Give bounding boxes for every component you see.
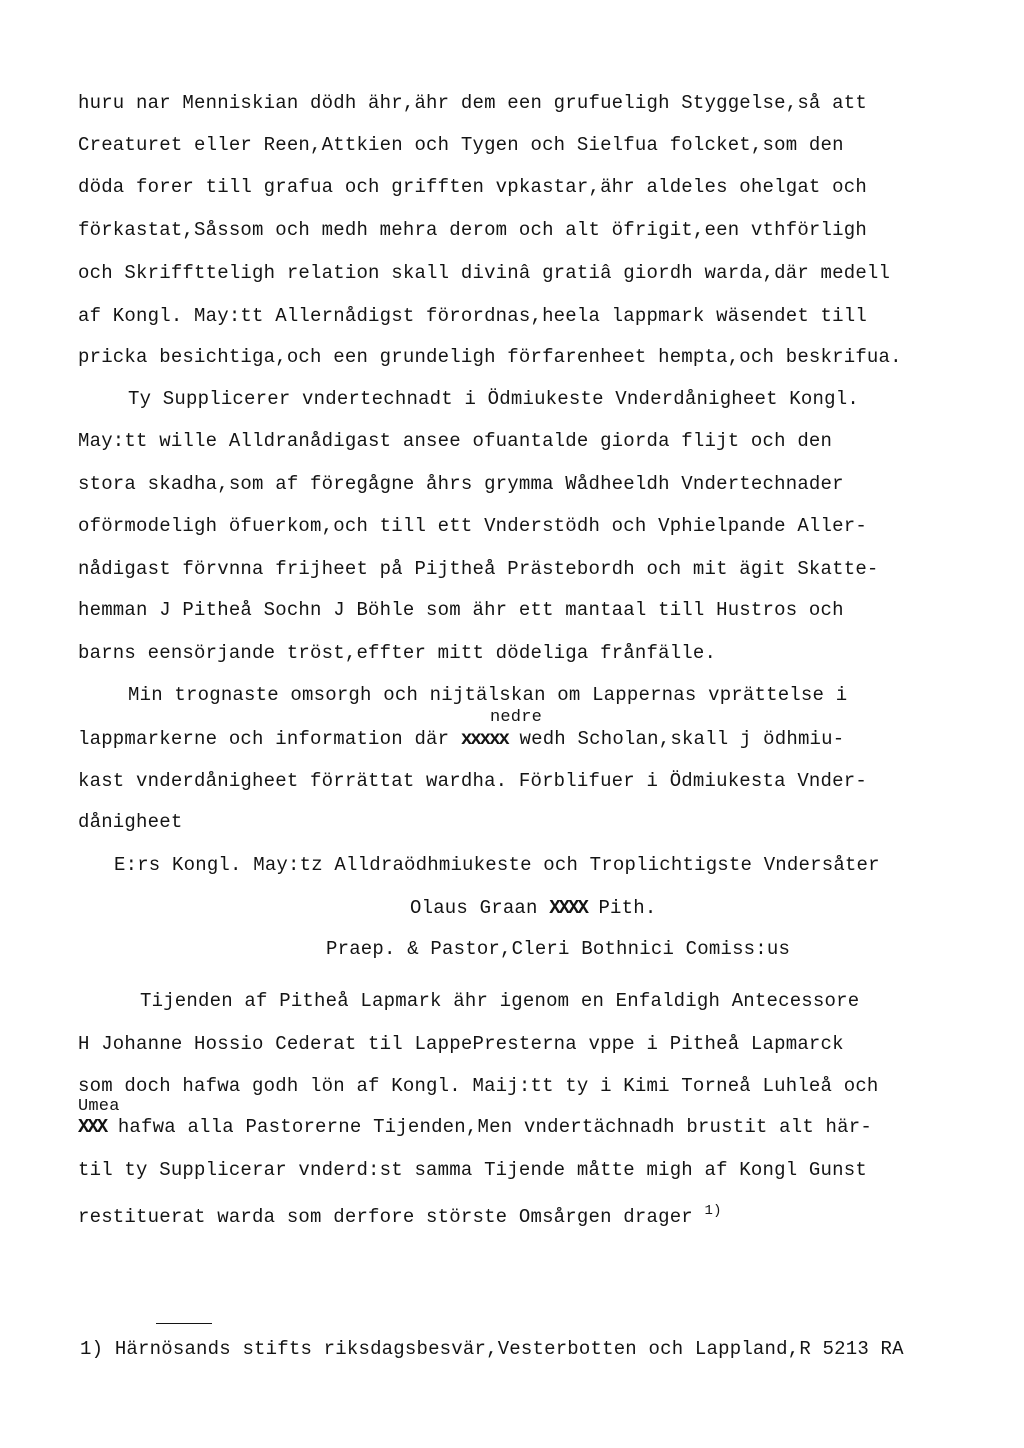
footnote-text: Härnösands stifts riksdagsbesvär,Vesterbotten och Lappland,R 5213 RA — [114, 1338, 904, 1360]
body-line-24: H Johanne Hossio Cederat til LappePresterna vppe i Pitheå Lapmarck — [78, 1033, 844, 1055]
body-line-14: barns eensörjande tröst,effter mitt dödeliga frånfälle. — [78, 642, 717, 664]
line-28-text: restituerat warda som derfore störste Omsårgen drager — [78, 1206, 693, 1228]
body-line-27: til ty Supplicerar vnderd:st samma Tijende måtte migh af Kongl Gunst — [78, 1159, 867, 1181]
footnote-marker: 1) — [80, 1338, 104, 1360]
body-line-6: af Kongl. May:tt Allernådigst förordnas,heela lappmark wäsendet till — [78, 305, 867, 327]
body-line-2: Creaturet eller Reen,Attkien och Tygen och Sielfua folcket,som den — [78, 134, 844, 156]
body-line-3: döda forer till grafua och grifften vpkastar,ähr aldeles ohelgat och — [78, 176, 867, 198]
body-line-9: May:tt wille Alldranådigast ansee ofuantalde giorda flijt och den — [78, 430, 833, 452]
line-16-prefix: lappmarkerne och information där — [78, 728, 450, 750]
body-line-8: Ty Supplicerer vndertechnadt i Ödmiukeste Vnderdånigheet Kongl. — [128, 388, 859, 410]
body-line-4: förkastat,Såssom och medh mehra derom och alt öfrigit,een vthförligh — [78, 219, 867, 241]
footnote-rule — [156, 1323, 212, 1324]
body-line-15: Min trognaste omsorgh och nijtälskan om Lappernas vprättelse i — [128, 684, 848, 706]
body-line-23: Tijenden af Pitheå Lapmark ähr igenom en Enfaldigh Antecessore — [140, 990, 860, 1012]
body-line-5: och Skrifftteligh relation skall divinâ gratiâ giordh warda,där medell — [78, 262, 891, 284]
body-line-18: dånigheet — [78, 811, 183, 833]
struck-word-2: XXXX — [549, 897, 587, 919]
line-16-suffix: wedh Scholan,skall j ödhmiu- — [519, 728, 845, 750]
struck-word-3: XXX — [78, 1116, 107, 1138]
body-line-26 — [78, 1115, 872, 1139]
line-26-text: hafwa alla Pastorerne Tijenden,Men vndertächnadh brustit alt här- — [117, 1116, 872, 1138]
body-line-17: kast vnderdånigheet förrättat wardha. Förblifuer i Ödmiukesta Vnder- — [78, 770, 867, 792]
insertion-umea: Umea — [78, 1097, 120, 1116]
signer-name: Olaus Graan — [410, 897, 538, 919]
footnote — [80, 1337, 904, 1361]
closing-salutation: E:rs Kongl. May:tz Alldraödhmiukeste och Troplichtigste Vndersåter — [114, 854, 880, 876]
body-line-25: som doch hafwa godh lön af Kongl. Maij:tt ty i Kimi Torneå Luhleå och — [78, 1075, 879, 1097]
body-line-7: pricka besichtiga,och een grundeligh förfarenheet hempta,och beskrifua. — [78, 346, 902, 368]
body-line-11: oförmodeligh öfuerkom,och till ett Vnderstödh och Vphielpande Aller- — [78, 515, 867, 537]
footnote-ref: 1) — [704, 1203, 722, 1219]
struck-word-1: xxxxx — [460, 728, 508, 750]
body-line-13: hemman J Pitheå Sochn J Böhle som ähr ett mantaal till Hustros och — [78, 599, 844, 621]
body-line-10: stora skadha,som af föregågne åhrs grymma Wådheeldh Vndertechnader — [78, 473, 844, 495]
body-line-1: huru nar Menniskian dödh ähr,ähr dem een grufueligh Styggelse,så att — [78, 92, 867, 114]
signature-line — [410, 896, 656, 920]
signer-place: Pith. — [598, 897, 657, 919]
body-line-16 — [78, 727, 844, 751]
insertion-nedre: nedre — [490, 708, 543, 727]
body-line-28 — [78, 1199, 722, 1229]
signer-title: Praep. & Pastor,Cleri Bothnici Comiss:us — [326, 938, 791, 960]
body-line-12: nådigast förvnna frijheet på Pijtheå Prästebordh och mit ägit Skatte- — [78, 558, 879, 580]
